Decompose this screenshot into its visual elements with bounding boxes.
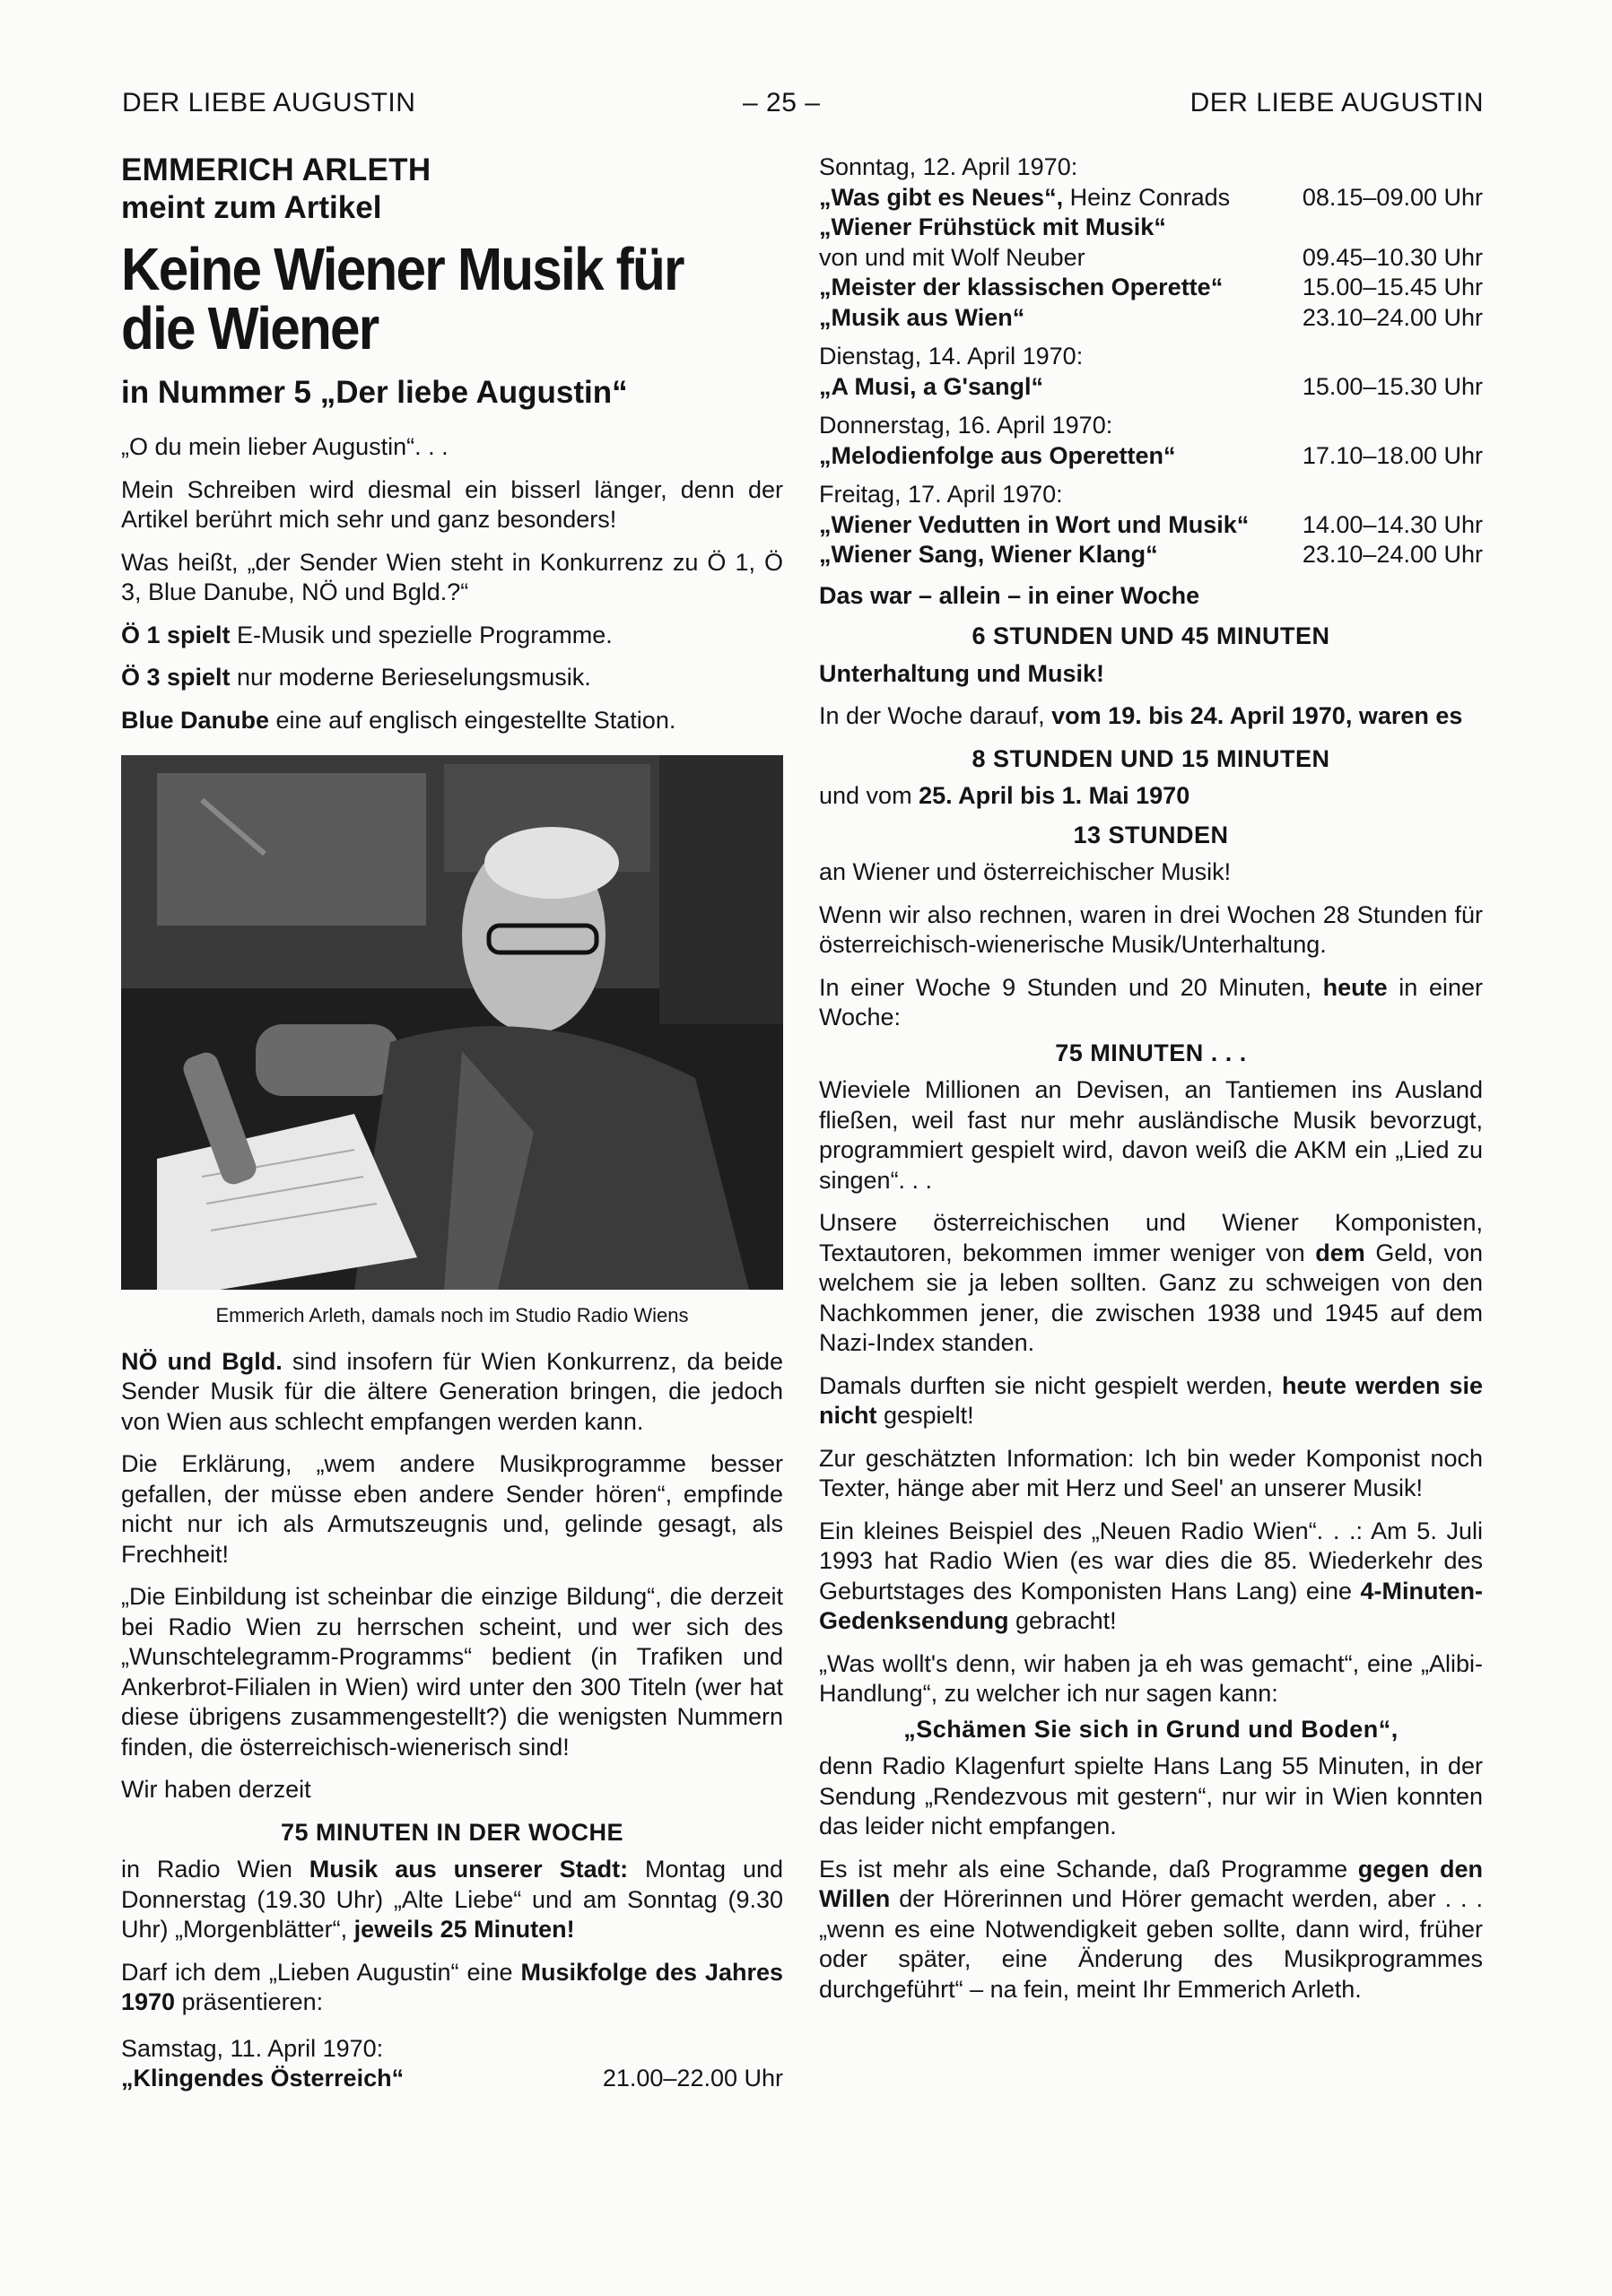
program-title: „Was gibt es Neues“, bbox=[819, 183, 1064, 211]
paragraph: NÖ und Bgld. sind insofern für Wien Konkurrenz, da beide Sender Musik für die ältere Generation bringen, die jedoch von Wien aus schlecht empfangen werden kann. bbox=[121, 1347, 783, 1435]
program-time: 17.10–18.00 Uhr bbox=[1302, 441, 1483, 469]
paragraph: In einer Woche 9 Stunden und 20 Minuten, heute in einer Woche: bbox=[819, 973, 1483, 1031]
program-title: „Klingendes Österreich“ bbox=[121, 2065, 405, 2092]
paragraph: Darf ich dem „Lieben Augustin“ eine Musikfolge des Jahres 1970 präsentieren: bbox=[121, 1958, 783, 2015]
running-header-right: DER LIEBE AUGUSTIN bbox=[1189, 88, 1484, 117]
paragraph: an Wiener und österreichischer Musik! bbox=[819, 858, 1232, 885]
paragraph: Ö 1 spielt E-Musik und spezielle Programme. bbox=[121, 621, 613, 648]
paragraph: „Was wollt's denn, wir haben ja eh was gemacht“, eine „Alibi-Handlung“, zu welcher ich nur sagen kann: bbox=[819, 1649, 1483, 1707]
photo-illustration bbox=[121, 755, 783, 1290]
paragraph: Ein kleines Beispiel des „Neuen Radio Wien“. . .: Am 5. Juli 1993 hat Radio Wien (es war dies die 85. Wiederkehr des Geburtstages des Komponisten Hans Lang) eine 4-Minuten-Gedenksendung gebracht! bbox=[819, 1517, 1483, 1634]
schedule-row bbox=[121, 2064, 783, 2094]
schedule-date: Samstag, 11. April 1970: bbox=[121, 2034, 384, 2062]
schedule-row bbox=[819, 510, 1483, 541]
schedule-row: „Was gibt es Neues“, Heinz Conrads 08.15–09.00 Uhr bbox=[819, 183, 1483, 213]
program-time: 14.00–14.30 Uhr bbox=[1302, 510, 1483, 538]
program-time: 23.10–24.00 Uhr bbox=[1302, 541, 1483, 568]
paragraph: Wir haben derzeit bbox=[121, 1776, 311, 1803]
paragraph: Was heißt, „der Sender Wien steht in Konkurrenz zu Ö 1, Ö 3, Blue Danube, NÖ und Bgld.?“ bbox=[121, 548, 783, 605]
left-column bbox=[121, 152, 783, 2094]
schedule-row bbox=[819, 441, 1483, 472]
paragraph: „O du mein lieber Augustin“. . . bbox=[121, 433, 449, 460]
program-time: 21.00–22.00 Uhr bbox=[602, 2065, 783, 2092]
paragraph: Wieviele Millionen an Devisen, an Tantiemen ins Ausland fließen, weil fast nur mehr ausländische Musik bevorzugt, programmiert gespielt wird, davon weiß die AKM ein „Lied zu singen“. . . bbox=[819, 1076, 1483, 1194]
studio-photo bbox=[121, 755, 783, 1290]
schedule-row bbox=[819, 303, 1483, 334]
headline-line-2: die Wiener bbox=[121, 295, 379, 362]
highlight-line: 75 MINUTEN . . . bbox=[1055, 1039, 1247, 1066]
schedule-row bbox=[819, 273, 1483, 303]
paragraph: Es ist mehr als eine Schande, daß Programme gegen den Willen der Hörerinnen und Hörer gemacht werden, aber . . . „wenn es eine Notwendigkeit geben sollte, dann wird, früher oder später, eine Änderung des Musikprogrammes durchgeführt“ – na fein, meint Ihr Emmerich Arleth. bbox=[819, 1855, 1483, 2003]
paragraph: Zur geschätzten Information: Ich bin weder Komponist noch Texter, hänge aber mit Herz und Seel' an unserer Musik! bbox=[819, 1444, 1483, 1501]
program-title: „Wiener Frühstück mit Musik“ bbox=[819, 213, 1166, 240]
paragraph: Blue Danube eine auf englisch eingestellte Station. bbox=[121, 706, 676, 734]
paragraph: in Radio Wien Musik aus unserer Stadt: Montag und Donnerstag (19.30 Uhr) „Alte Liebe“ und am Sonntag (9.30 Uhr) „Morgenblätter“, jeweils 25 Minuten! bbox=[121, 1856, 783, 1943]
article-subhead: in Nummer 5 „Der liebe Augustin“ bbox=[121, 375, 628, 410]
highlight-line: „Schämen Sie sich in Grund und Boden“, bbox=[903, 1715, 1399, 1743]
program-time: 09.45–10.30 Uhr bbox=[1302, 243, 1483, 271]
paragraph: In der Woche darauf, vom 19. bis 24. April 1970, waren es bbox=[819, 702, 1463, 729]
schedule-row bbox=[819, 540, 1483, 570]
program-title: „Meister der klassischen Operette“ bbox=[819, 274, 1224, 300]
program-time: 23.10–24.00 Uhr bbox=[1302, 303, 1483, 331]
program-title: „Wiener Vedutten in Wort und Musik“ bbox=[819, 510, 1250, 538]
schedule-row: von und mit Wolf Neuber 09.45–10.30 Uhr bbox=[819, 243, 1483, 274]
paragraph: Die Erklärung, „wem andere Musikprogramme besser gefallen, der müsse eben andere Sender hören“, empfinde nicht nur ich als Armutszeugnis und, gelinde gesagt, als Frechheit! bbox=[121, 1450, 783, 1568]
right-column bbox=[819, 152, 1483, 2017]
program-title: „Musik aus Wien“ bbox=[819, 303, 1025, 331]
highlight-line: 75 MINUTEN IN DER WOCHE bbox=[280, 1818, 624, 1846]
paragraph: Ö 3 spielt nur moderne Berieselungsmusik. bbox=[121, 664, 591, 691]
paragraph: Mein Schreiben wird diesmal ein bisserl länger, denn der Artikel berührt mich sehr und ganz besonders! bbox=[121, 475, 783, 533]
schedule-row bbox=[819, 372, 1483, 403]
program-time: 08.15–09.00 Uhr bbox=[1302, 183, 1483, 211]
article-headline bbox=[121, 236, 783, 362]
author-subtitle: meint zum Artikel bbox=[121, 190, 382, 225]
photo-caption: Emmerich Arleth, damals noch im Studio Radio Wiens bbox=[215, 1304, 689, 1326]
headline-line-1: Keine Wiener Musik für bbox=[121, 236, 684, 303]
program-time: 15.00–15.45 Uhr bbox=[1302, 274, 1483, 300]
highlight-line: 8 STUNDEN UND 15 MINUTEN bbox=[972, 744, 1330, 772]
running-header-left: DER LIEBE AUGUSTIN bbox=[122, 88, 416, 117]
page-number: – 25 – bbox=[743, 88, 821, 117]
paragraph: „Die Einbildung ist scheinbar die einzige Bildung“, die derzeit bei Radio Wien zu herrschen scheint, und wer sich des „Wunschtelegramm-Programms“ bedient (in Trafiken und Ankerbrot-Filialen in Wien) wird unter den 300 Titeln (wer hat diese übrigens zusammengestellt?) die wenigsten Nummern finden, die österreichisch-wienerisch sind! bbox=[121, 1583, 783, 1761]
paragraph: Unterhaltung und Musik! bbox=[819, 659, 1104, 687]
paragraph: und vom 25. April bis 1. Mai 1970 bbox=[819, 782, 1190, 809]
paragraph: Damals durften sie nicht gespielt werden, heute werden sie nicht gespielt! bbox=[819, 1371, 1483, 1429]
schedule-date: Sonntag, 12. April 1970: bbox=[819, 153, 1078, 180]
program-time: 15.00–15.30 Uhr bbox=[1302, 372, 1483, 400]
schedule-date: Freitag, 17. April 1970: bbox=[819, 481, 1063, 508]
highlight-line: 13 STUNDEN bbox=[1073, 821, 1229, 848]
paragraph: Wenn wir also rechnen, waren in drei Wochen 28 Stunden für österreichisch-wienerische Musik/Unterhaltung. bbox=[819, 900, 1483, 958]
paragraph: Das war – allein – in einer Woche bbox=[819, 581, 1200, 609]
schedule-date: Donnerstag, 16. April 1970: bbox=[819, 412, 1113, 439]
paragraph: denn Radio Klagenfurt spielte Hans Lang 55 Minuten, in der Sendung „Rendezvous mit gestern“, nur wir in Wien konnten das leider nicht empfangen. bbox=[819, 1752, 1483, 1839]
paragraph: Unsere österreichischen und Wiener Komponisten, Textautoren, bekommen immer weniger von dem Geld, von welchem sie ja leben sollten. Ganz zu schweigen von den Nachkommen jener, die zwischen 1938 und 1945 auf dem Nazi-Index standen. bbox=[819, 1209, 1483, 1356]
author-name: EMMERICH ARLETH bbox=[121, 152, 431, 187]
program-title: „Wiener Sang, Wiener Klang“ bbox=[819, 541, 1158, 568]
highlight-line: 6 STUNDEN UND 45 MINUTEN bbox=[972, 622, 1330, 649]
program-title: „Melodienfolge aus Operetten“ bbox=[819, 441, 1176, 469]
program-title: „A Musi, a G'sangl“ bbox=[819, 372, 1043, 400]
schedule-date: Dienstag, 14. April 1970: bbox=[819, 343, 1084, 370]
